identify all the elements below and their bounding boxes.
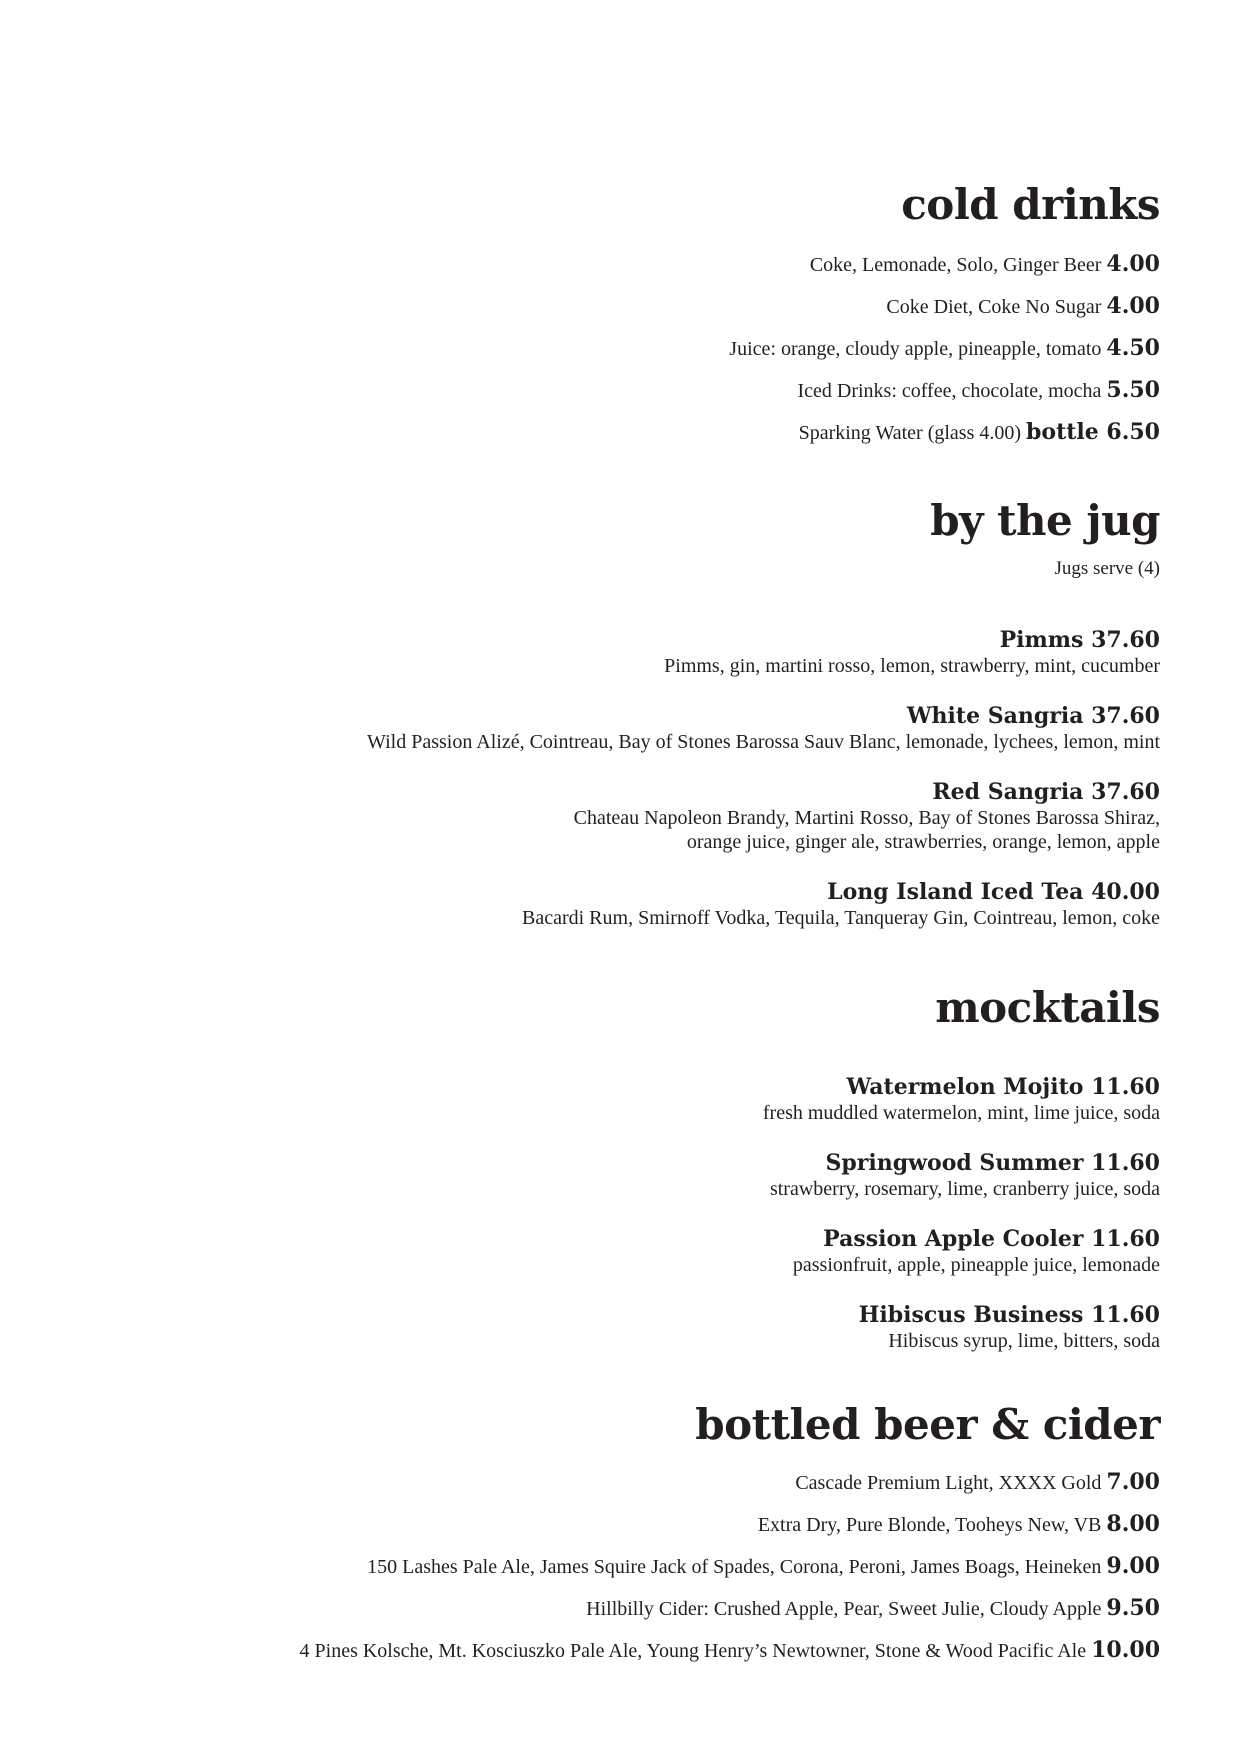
jug-item xyxy=(367,702,1160,754)
jug-item-desc: Chateau Napoleon Brandy, Martini Rosso, Bay of Stones Barossa Shiraz, xyxy=(573,807,1160,829)
jug-item-name: Red Sangria 37.60 xyxy=(932,779,1160,805)
jug-item-desc: Bacardi Rum, Smirnoff Vodka, Tequila, Tanqueray Gin, Cointreau, lemon, coke xyxy=(521,907,1160,929)
jug-item xyxy=(367,626,1160,678)
mocktails-heading: mocktails xyxy=(935,983,1160,1032)
beer-price: 9.00 xyxy=(1106,1553,1160,1579)
jug-item xyxy=(367,778,1160,854)
mocktail-desc: Hibiscus syrup, lime, bitters, soda xyxy=(888,1330,1160,1352)
mocktail-item xyxy=(763,1225,1160,1277)
beer-label: Cascade Premium Light, XXXX Gold xyxy=(795,1472,1102,1494)
jug-item xyxy=(367,878,1160,930)
mocktail-desc: passionfruit, apple, pineapple juice, lemonade xyxy=(792,1254,1160,1276)
cold-drink-row xyxy=(729,377,1160,404)
beer-section xyxy=(299,1400,1160,1664)
cold-drinks-heading: cold drinks xyxy=(901,180,1160,229)
jug-section xyxy=(367,496,1160,930)
cold-drink-label: Iced Drinks: coffee, chocolate, mocha xyxy=(797,380,1102,402)
mocktail-name: Hibiscus Business 11.60 xyxy=(858,1302,1160,1328)
jug-heading: by the jug xyxy=(930,496,1160,545)
cold-drink-label: Coke Diet, Coke No Sugar xyxy=(886,296,1102,318)
cold-drink-price: 4.00 xyxy=(1106,293,1160,319)
mocktail-desc: strawberry, rosemary, lime, cranberry juice, soda xyxy=(769,1178,1160,1200)
jug-note: Jugs serve (4) xyxy=(1054,558,1160,579)
jug-item-name: Pimms 37.60 xyxy=(999,627,1160,653)
cold-drink-price: 5.50 xyxy=(1106,377,1160,403)
beer-row xyxy=(300,1637,1160,1664)
cold-drinks-section xyxy=(729,180,1160,446)
beer-price: 10.00 xyxy=(1091,1637,1160,1663)
cold-drink-price: bottle 6.50 xyxy=(1026,419,1160,445)
beer-price: 9.50 xyxy=(1106,1595,1160,1621)
beer-price: 7.00 xyxy=(1106,1469,1160,1495)
jug-item-desc: Pimms, gin, martini rosso, lemon, strawberry, mint, cucumber xyxy=(664,655,1160,677)
beer-row xyxy=(300,1469,1160,1496)
mocktail-item xyxy=(763,1301,1160,1353)
mocktail-desc: fresh muddled watermelon, mint, lime juice, soda xyxy=(762,1102,1160,1124)
jug-item-desc: Wild Passion Alizé, Cointreau, Bay of Stones Barossa Sauv Blanc, lemonade, lychees, lemon, mint xyxy=(367,731,1160,753)
beer-label: Hillbilly Cider: Crushed Apple, Pear, Sweet Julie, Cloudy Apple xyxy=(586,1598,1102,1620)
beer-heading: bottled beer & cider xyxy=(695,1400,1160,1449)
cold-drink-label: Sparking Water (glass 4.00) xyxy=(798,422,1022,444)
cold-drink-row xyxy=(729,251,1160,278)
beer-label: Extra Dry, Pure Blonde, Tooheys New, VB xyxy=(757,1514,1102,1536)
cold-drink-row xyxy=(729,293,1160,320)
beer-row xyxy=(300,1511,1160,1538)
mocktail-name: Watermelon Mojito 11.60 xyxy=(846,1074,1160,1100)
cold-drink-label: Juice: orange, cloudy apple, pineapple, tomato xyxy=(729,338,1102,360)
mocktail-name: Springwood Summer 11.60 xyxy=(825,1150,1160,1176)
cold-drink-row xyxy=(729,419,1160,446)
beer-price: 8.00 xyxy=(1106,1511,1160,1537)
mocktails-section xyxy=(762,983,1160,1353)
cold-drink-price: 4.00 xyxy=(1106,251,1160,277)
beer-row xyxy=(300,1553,1160,1580)
cold-drink-price: 4.50 xyxy=(1106,335,1160,361)
beer-row xyxy=(300,1595,1160,1622)
jug-item-name: White Sangria 37.60 xyxy=(906,703,1160,729)
jug-item-desc: orange juice, ginger ale, strawberries, orange, lemon, apple xyxy=(686,831,1160,853)
jug-item-name: Long Island Iced Tea 40.00 xyxy=(827,879,1160,905)
mocktail-item xyxy=(763,1073,1160,1125)
mocktail-name: Passion Apple Cooler 11.60 xyxy=(823,1226,1160,1252)
mocktail-item xyxy=(763,1149,1160,1201)
beer-label: 4 Pines Kolsche, Mt. Kosciuszko Pale Ale, Young Henry’s Newtowner, Stone & Wood Pacific Ale xyxy=(299,1640,1087,1662)
cold-drink-row xyxy=(729,335,1160,362)
beer-label: 150 Lashes Pale Ale, James Squire Jack of Spades, Corona, Peroni, James Boags, Heineken xyxy=(367,1556,1102,1578)
cold-drink-label: Coke, Lemonade, Solo, Ginger Beer xyxy=(809,254,1102,276)
